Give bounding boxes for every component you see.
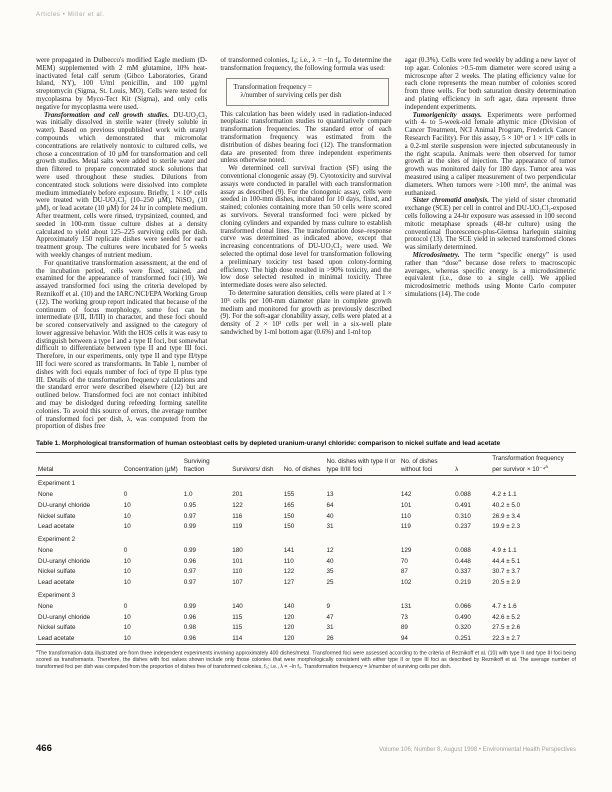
cell-surviving-fraction: 0.95 <box>183 501 196 509</box>
cell-survivors-per-dish <box>230 532 281 545</box>
cell-lambda: 0.448 <box>455 557 471 565</box>
cell-dishes-without-foci: 110 <box>400 512 411 520</box>
col-header-surviving-fraction: Surviving fraction <box>182 453 231 476</box>
cell-lambda <box>453 588 490 601</box>
cell-no-of-dishes <box>282 588 325 601</box>
col-header-dishes-with-foci: No. dishes with type II or type II/III foci <box>325 453 399 476</box>
cell-metal: Lead acetate <box>36 633 122 644</box>
cell-dishes-with-foci: 40 <box>326 512 334 520</box>
column-1 <box>36 57 207 438</box>
cell-concentration: 0 <box>123 490 128 498</box>
cell-transformation-frequency: 22.3 ± 2.7 <box>490 633 576 644</box>
table-row <box>36 566 576 577</box>
table-row <box>36 588 576 601</box>
cell-transformation-frequency: 4.2 ± 1.1 <box>492 490 517 498</box>
col-header-metal: Metal <box>36 453 122 476</box>
cell-concentration: 10 <box>123 523 131 531</box>
cell-surviving-fraction: 0.97 <box>183 568 196 576</box>
cell-dishes-without-foci <box>399 476 453 489</box>
cell-survivors-per-dish <box>230 476 281 489</box>
cell-no-of-dishes: 165 <box>283 501 295 509</box>
cell-dishes-without-foci: 70 <box>400 557 408 565</box>
col-header-tf-text: Transformation frequency per survivor × 10⁻⁴ <box>492 455 564 473</box>
cell-survivors-per-dish: 101 <box>232 557 243 565</box>
cell-surviving-fraction: 0.99 <box>183 523 196 531</box>
cell-survivors-per-dish: 110 <box>232 568 243 576</box>
cell-dishes-without-foci: 87 <box>400 568 408 576</box>
cell-survivors-per-dish: 116 <box>232 512 243 520</box>
cell-dishes-with-foci: 35 <box>326 568 334 576</box>
running-head: Articles • Miller et al. <box>36 12 105 18</box>
cell-no-of-dishes: 120 <box>283 624 295 632</box>
cell-dishes-with-foci: 40 <box>326 557 334 565</box>
cell-metal: DU-uranyl chloride <box>38 613 91 621</box>
cell-concentration: 10 <box>123 512 131 520</box>
table-row <box>36 545 576 556</box>
cell-transformation-frequency: 19.9 ± 2.3 <box>492 523 521 531</box>
table-row <box>36 601 576 612</box>
cell-transformation-frequency: 4.9 ± 1.1 <box>492 546 517 554</box>
table-row <box>36 489 576 500</box>
cell-survivors-per-dish: 115 <box>232 624 243 632</box>
cell-transformation-frequency <box>490 476 576 489</box>
cell-metal: Nickel sulfate <box>38 512 76 520</box>
cell-metal: DU-uranyl chloride <box>38 501 91 509</box>
table-1-caption <box>36 440 576 448</box>
cell-survivors-per-dish: 180 <box>232 546 243 554</box>
cell-lambda: 0.088 <box>455 490 471 498</box>
cell-concentration: 10 <box>123 501 131 509</box>
cell-transformation-frequency: 44.4 ± 5.1 <box>492 557 521 565</box>
cell-dishes-with-foci: 31 <box>326 624 334 632</box>
cell-no-of-dishes <box>282 476 325 489</box>
cell-surviving-fraction: 0.99 <box>183 546 196 554</box>
paragraph-text: Experiments were performed with 4- to 5-week-old female athymic mice (Division of Cancer Treatment, NCI Animal Program, Frederick Cancer Research Facility). For this assay, 5 × 10⁶ or 1 × 10⁶ cells in a 0.2-ml sterile suspension were injected subcutaneously in the right scapula. Animals were then observed for tumor growth at the sites of injection. The appearance of tumor growth was monitored daily for 180 days. Tumor area was measured using a caliper measurement of two perpendicular diameters. When tumors were >100 mm², the animal was euthanized. <box>404 110 576 197</box>
cell-metal: None <box>38 546 54 554</box>
cell-lambda: 0.320 <box>455 624 471 632</box>
cell-metal: Nickel sulfate <box>38 624 76 632</box>
cell-survivors-per-dish: 114 <box>230 633 281 644</box>
cell-concentration: 10 <box>123 579 131 587</box>
cell-no-of-dishes: 120 <box>282 633 325 644</box>
cell-dishes-without-foci <box>399 588 453 601</box>
cell-concentration: 10 <box>123 624 131 632</box>
cell-dishes-without-foci: 142 <box>400 490 412 498</box>
paragraph-text: DU-UO₂Cl₂ was initially dissolved in sterile water (freely soluble in water). Based on previous unpublished work with uranyl compounds which demonstrated that micromolar concentrations are relatively nontoxic to cultured cells, we chose a concentration of 10 µM for transformation and cell growth studies. Metal salts were added to sterile water and then filtered to prepare concentrated stock solutions that were used throughout these studies. Dilutions from concentrated stock solutions were dissolved into complete medium immediately before exposure. Briefly, 1 × 10⁶ cells were treated with DU-UO₂Cl₂ (10–250 µM), NiSO₄ (10 µM), or lead acetate (10 µM) for 24 hr in complete medium. After treatment, cells were rinsed, trypsinized, counted, and seeded in 100-mm tissue culture dishes at a density calculated to yield about 125–225 surviving cells per dish. Approximately 150 replicate dishes were seeded for each treatment group. The cultures were incubated for 5 weeks with weekly changes of nutrient medium. <box>36 110 208 259</box>
footnote-marker: a <box>36 649 39 654</box>
table-row <box>36 532 576 545</box>
table-caption-text: Morphological transformation of human osteoblast cells by depleted uranium-uranyl chloride: comparison to nickel sulfate and lead acetate <box>60 440 501 447</box>
col-header-transformation-frequency <box>490 453 576 476</box>
column-2 <box>220 57 391 438</box>
cell-dishes-without-foci: 94 <box>399 633 453 644</box>
table-1-footnote <box>36 648 576 670</box>
cell-survivors-per-dish: 122 <box>232 501 243 509</box>
cell-concentration: 0 <box>123 602 128 610</box>
cell-survivors-per-dish: 119 <box>232 523 243 531</box>
paragraph: We determined cell survival fraction (SF) using the conventional clonogenic assay (9). Cytotoxicity and survival assays were conducted in parallel with each transformation assay as described (9). For the clonogenic assay, cells were seeded in 100-mm dishes, incubated for 10 days, fixed, and stained; colonies containing more than 50 cells were scored as survivors. Several transformed foci were picked by cloning cylinders and expanded by mass culture to establish transformed clonal lines. The transformation dose–response curve was determined as indicated above, except that increasing concentrations of DU-UO₂Cl₂ were used. We selected the optimal dose level for transformation following a preliminary toxicity test based upon colony-forming efficiency. The high dose resulted in >90% toxicity, and the low dose selected resulted in minimal toxicity. Three intermediate doses were also selected. <box>220 164 392 290</box>
page-number: 466 <box>36 743 52 754</box>
cell-no-of-dishes: 127 <box>283 579 295 587</box>
cell-dishes-without-foci: 119 <box>400 523 411 531</box>
cell-concentration: 10 <box>122 633 182 644</box>
paragraph <box>405 252 576 299</box>
cell-dishes-without-foci: 73 <box>400 613 408 621</box>
paragraph: agar (0.3%). Cells were fed weekly by adding a new layer of top agar. Colonies >0.5-mm diameter were scored using a microscope after 2 weeks. The plating efficiency value for each clone represents the mean number of colonies scored from three wells. For both saturation density determination and plating efficiency in soft agar, data represent three independent experiments. <box>404 57 576 111</box>
cell-no-of-dishes: 122 <box>283 568 295 576</box>
cell-no-of-dishes: 150 <box>283 512 295 520</box>
cell-surviving-fraction: 0.99 <box>183 602 196 610</box>
cell-surviving-fraction: 0.97 <box>183 579 196 587</box>
table-row <box>36 633 576 644</box>
cell-surviving-fraction: 0.96 <box>183 613 196 621</box>
table-row <box>36 500 576 511</box>
cell-dishes-with-foci <box>325 476 399 489</box>
cell-concentration <box>122 476 182 489</box>
cell-transformation-frequency: 27.5 ± 2.6 <box>492 624 521 632</box>
cell-surviving-fraction: 1.0 <box>183 490 193 498</box>
cell-lambda: 0.088 <box>455 546 471 554</box>
table-row <box>36 577 576 588</box>
cell-no-of-dishes <box>282 532 325 545</box>
cell-lambda: 0.237 <box>455 523 471 531</box>
cell-no-of-dishes: 110 <box>283 557 294 565</box>
paragraph-text: The term “specific energy” is used rather than “dose” because dose refers to macroscopic averages, whereas specific energy is a microdosimetric equivalent (i.e., dose to a single cell). We applied microdosimetric methods using Monte Carlo computer simulations (14). The code <box>404 250 576 298</box>
cell-metal: Experiment 2 <box>38 536 76 544</box>
cell-dishes-without-foci <box>399 532 453 545</box>
cell-no-of-dishes: 150 <box>283 523 295 531</box>
cell-concentration: 0 <box>123 546 128 554</box>
cell-no-of-dishes: 155 <box>283 490 295 498</box>
formula-line-2: λ/number of surviving cells per dish <box>240 91 342 100</box>
paragraph: of transformed colonies, f₀; i.e., λ = −ln f₀. To determine the transformation frequency, the following formula was used: <box>220 57 392 72</box>
cell-lambda <box>453 476 490 489</box>
journal-volume-line: Volume 106, Number 8, August 1998 • Environmental Health Perspectives <box>379 747 576 753</box>
cell-no-of-dishes: 141 <box>283 546 295 554</box>
cell-dishes-without-foci: 129 <box>400 546 412 554</box>
cell-dishes-without-foci: 131 <box>400 602 412 610</box>
col-header-no-of-dishes: No. of dishes <box>282 453 325 476</box>
col-header-survivors-per-dish: Survivors/ dish <box>230 453 281 476</box>
cell-metal: Experiment 3 <box>38 592 76 600</box>
cell-surviving-fraction <box>182 476 231 489</box>
cell-no-of-dishes: 120 <box>283 613 295 621</box>
body-columns <box>36 57 576 438</box>
cell-survivors-per-dish: 140 <box>232 602 243 610</box>
cell-surviving-fraction: 0.96 <box>182 633 231 644</box>
runin-heading: Tumorigenicity assays. <box>412 110 483 119</box>
table-1-body <box>36 476 576 645</box>
cell-dishes-with-foci <box>325 588 399 601</box>
cell-survivors-per-dish <box>230 588 281 601</box>
cell-lambda: 0.251 <box>453 633 490 644</box>
cell-concentration: 10 <box>123 557 131 565</box>
cell-dishes-with-foci: 13 <box>326 490 334 498</box>
cell-dishes-with-foci: 26 <box>325 633 399 644</box>
cell-lambda: 0.219 <box>455 579 471 587</box>
cell-dishes-without-foci: 102 <box>400 579 412 587</box>
cell-surviving-fraction: 0.97 <box>183 512 196 520</box>
cell-dishes-with-foci: 31 <box>326 523 334 531</box>
cell-metal: None <box>38 490 54 498</box>
cell-surviving-fraction <box>182 588 231 601</box>
paragraph <box>405 197 576 252</box>
paragraph-text: The yield of sister chromatid exchange (SCE) per cell in control and DU-UO₂Cl₂-exposed cells following a 24-hr exposure was assessed in 100 second mitotic metaphase spreads (48-hr culture) using the conventional fluorescence-plus-Giemsa harlequin staining protocol (13). The SCE yield in selected transformed clones was similarly determined. <box>404 196 576 252</box>
table-row <box>36 476 576 489</box>
cell-dishes-with-foci: 64 <box>326 501 334 509</box>
cell-metal: Experiment 1 <box>38 480 76 488</box>
cell-metal: Lead acetate <box>38 523 75 531</box>
cell-dishes-with-foci <box>325 532 399 545</box>
cell-transformation-frequency: 4.7 ± 1.6 <box>492 602 517 610</box>
cell-survivors-per-dish: 115 <box>232 613 243 621</box>
cell-surviving-fraction: 0.96 <box>183 557 196 565</box>
table-row <box>36 556 576 567</box>
cell-lambda: 0.491 <box>455 501 471 509</box>
cell-concentration: 10 <box>123 568 131 576</box>
table-caption-label: Table 1. <box>36 440 61 447</box>
cell-transformation-frequency <box>490 532 576 545</box>
cell-no-of-dishes: 140 <box>283 602 295 610</box>
col-header-concentration: Concentration (µM) <box>122 453 182 476</box>
cell-lambda <box>453 532 490 545</box>
formula-block <box>226 78 388 106</box>
runin-heading: Microdosimetry. <box>412 250 460 259</box>
cell-concentration <box>122 588 182 601</box>
cell-survivors-per-dish: 201 <box>232 490 243 498</box>
cell-transformation-frequency <box>490 588 576 601</box>
page-footer <box>36 743 576 754</box>
runin-heading: Sister chromatid analysis. <box>412 196 489 205</box>
paragraph <box>36 112 207 260</box>
cell-transformation-frequency: 26.9 ± 3.4 <box>492 512 521 520</box>
footnote-text: The transformation data illustrated are from three independent experiments involving approximately 400 dishes/metal. Transformed foci were assessed according to the criteria of Reznikoff et al. (10) with type II and type III foci being scored as transformants. Therefore, the dishes with foci values shown include only those colonies that were morphologically consistent with either type II or type III foci as described by Reznikoff et al. The average number of transformed foci per dish was computed from the proportion of dishes free of transformed colonies, f₀; i.e., λ = −ln f₀. Transformation frequency = λ/number of surviving cells per dish. <box>36 650 576 670</box>
cell-dishes-with-foci: 12 <box>326 546 334 554</box>
col-header-lambda: λ <box>453 453 490 476</box>
cell-surviving-fraction: 0.98 <box>183 624 196 632</box>
cell-dishes-with-foci: 47 <box>326 613 334 621</box>
runin-heading: Transformation and cell growth studies. <box>44 110 170 119</box>
cell-transformation-frequency: 30.7 ± 3.7 <box>492 568 521 576</box>
cell-metal: None <box>38 602 54 610</box>
cell-surviving-fraction <box>182 532 231 545</box>
footnote-marker: a <box>545 463 548 469</box>
table-1-header <box>36 453 576 476</box>
cell-metal: DU-uranyl chloride <box>38 557 91 565</box>
cell-dishes-without-foci: 89 <box>400 624 408 632</box>
paragraph: For quantitative transformation assessment, at the end of the incubation period, cells were fixed, stained, and examined for the appearance of transformed foci (10). We assayed transformed foci using the criteria developed by Reznikoff et al. (10) and the IARC/NCI/EPA Working Group (12). The working group report indicated that because of the continuum of focus morphology, some foci can be intermediate (I/II, II/III) in character, and these foci should be scored conservatively and assigned to the category of lower aggressive behavior. With the HOS cells it was easy to distinguish between a type I and a type II foci, but somewhat difficult to differentiate between type II and type III foci. Therefore, in our experiments, only type II and type II/type III foci were scored as transformants. In Table 1, number of dishes with foci equals number of foci of type II plus type III. Details of the transformation frequency calculations and the standard error were described elsewhere (12) but are outlined below. Transformed foci are not contact inhibited and may be dislodged during refeeding forming satellite colonies. To avoid this source of errors, the average number of transformed foci per dish, λ, was computed from the proportion of dishes free <box>36 258 208 431</box>
table-row <box>36 521 576 532</box>
cell-lambda: 0.490 <box>455 613 471 621</box>
formula-line-1: Transformation frequency = <box>233 82 313 91</box>
paragraph: This calculation has been widely used in radiation-induced neoplastic transformation studies to quantitatively compare transformation frequencies. The standard error of each transformation frequency was estimated from the distribution of dishes bearing foci (12). The transformation data are presented from three independent experiments unless otherwise noted. <box>220 109 392 165</box>
cell-metal: Lead acetate <box>38 579 75 587</box>
cell-transformation-frequency: 20.5 ± 2.9 <box>492 579 521 587</box>
table-row <box>36 612 576 623</box>
table-row <box>36 511 576 522</box>
paragraph <box>405 112 576 198</box>
paragraph: To determine saturation densities, cells were plated at 1 × 10⁵ cells per 100-mm diameter plate in complete growth medium and monitored for growth as previously described (9). For the soft-agar clonability assay, cells were plated at a density of 2 × 10³ cells per well in a six-well plate sandwiched by 1-ml bottom agar (0.6%) and 1-ml top <box>220 288 392 336</box>
cell-transformation-frequency: 42.6 ± 5.2 <box>492 613 521 621</box>
cell-lambda: 0.337 <box>455 568 471 576</box>
cell-survivors-per-dish: 107 <box>232 579 243 587</box>
cell-lambda: 0.310 <box>455 512 471 520</box>
cell-metal: Nickel sulfate <box>38 568 76 576</box>
table-1 <box>36 452 576 645</box>
cell-lambda: 0.066 <box>455 602 471 610</box>
cell-dishes-with-foci: 25 <box>326 579 334 587</box>
cell-dishes-with-foci: 9 <box>326 602 331 610</box>
table-1-section <box>36 440 576 670</box>
cell-concentration <box>122 532 182 545</box>
paragraph: were propagated in Dulbecco's modified Eagle medium (D-MEM) supplemented with 2 mM glutamine, 10% heat-inactivated fetal calf serum (Gibco Laboratories, Grand Island, NY), 100 U/ml penicillin, and 100 µg/ml streptomycin (Sigma, St. Louis, MO). Cells were tested for mycoplasma by Myco-Tect Kit (Sigma), and only cells negative for mycoplasma were used. <box>36 57 208 111</box>
col-header-dishes-without-foci: No. of dishes without foci <box>399 453 453 476</box>
column-3 <box>405 57 576 438</box>
table-header-row <box>36 453 576 476</box>
cell-dishes-without-foci: 101 <box>400 501 412 509</box>
table-row <box>36 622 576 633</box>
cell-transformation-frequency: 40.2 ± 5.0 <box>492 501 521 509</box>
cell-concentration: 10 <box>123 613 131 621</box>
